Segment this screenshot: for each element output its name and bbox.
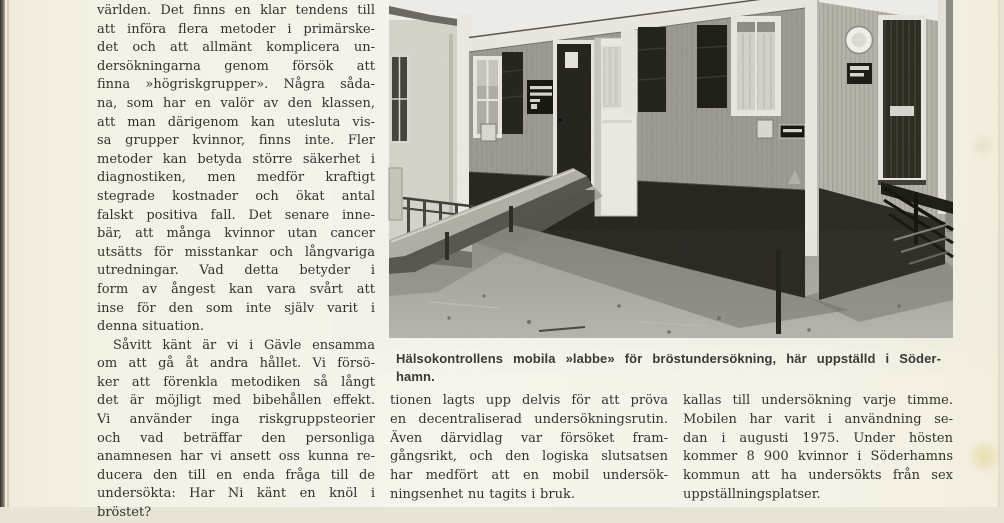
article-photo xyxy=(389,0,953,338)
text-line: och vad beträffar den personliga xyxy=(97,430,375,446)
text-line: bröstet? xyxy=(97,505,152,521)
text-line: utredningar. Vad detta betyder i xyxy=(97,263,375,279)
text-line: na, som har en valör av den klassen, xyxy=(97,95,375,111)
text-line: kommer 8 900 kvinnor i Söderhamns xyxy=(683,449,953,465)
text-line: form av ångest kan vara svårt att xyxy=(97,281,375,297)
text-line: dan i augusti 1975. Under hösten xyxy=(683,430,953,446)
text-line: Även därvidlag var försöket fram- xyxy=(390,430,668,446)
text-line: hamn. xyxy=(396,369,435,385)
text-line: stegrade kostnader och ökat antal xyxy=(97,188,375,204)
text-line: dersökningarna genom försök att xyxy=(97,58,375,74)
article-column-middle xyxy=(390,392,668,505)
page-binding-edge xyxy=(0,0,5,507)
photo-caption xyxy=(396,350,941,387)
text-line: en decentraliserad undersökningsrutin. xyxy=(390,411,668,427)
paper-stain xyxy=(966,438,1004,476)
text-line: det är möjligt med bibehållen effekt. xyxy=(97,393,375,409)
text-line: bär, att många kvinnor utan cancer xyxy=(97,226,375,242)
text-line: det och att allmänt komplicera un- xyxy=(97,40,375,56)
text-line: världen. Det finns en klar tendens till xyxy=(97,3,375,18)
text-line: ker att förenkla metodiken så långt xyxy=(97,374,375,390)
text-line: kallas till undersökning varje timme. xyxy=(683,393,953,408)
text-line: tionen lagts upp delvis för att pröva xyxy=(390,393,668,408)
text-line: om att gå åt andra hållet. Vi försö- xyxy=(97,356,375,372)
text-line: inse för den som inte själv varit i xyxy=(97,300,375,316)
text-line: Såvitt känt är vi i Gävle ensamma xyxy=(113,337,375,353)
text-line: kommun att ha undersökts från sex xyxy=(683,468,953,484)
text-line: sa grupper kvinnor, finns inte. Fler xyxy=(97,133,375,149)
text-line: ducera den till en enda fråga till de xyxy=(97,467,375,483)
text-line: Vi använder inga riskgruppsteorier xyxy=(97,412,375,428)
text-line: falskt positiva fall. Det senare inne- xyxy=(97,207,375,223)
text-line: Mobilen har varit i användning se- xyxy=(683,411,953,427)
article-column-left xyxy=(97,2,375,523)
page-right-edge xyxy=(997,0,1000,507)
text-line: anamnesen har vi ansett oss kunna re- xyxy=(97,449,375,465)
text-line: att införa flera metoder i primärske- xyxy=(97,21,375,37)
text-line: har medfört att en mobil undersök- xyxy=(390,468,668,484)
text-line: diagnostiken, men medför kraftigt xyxy=(97,170,375,186)
text-line: uppställningsplatser. xyxy=(683,486,821,502)
article-column-right xyxy=(683,392,953,505)
text-line: gångsrikt, och den logiska slutsatsen xyxy=(390,449,668,465)
text-line: metoder kan betyda större säkerhet i xyxy=(97,151,375,167)
text-line: undersökta: Har Ni känt en knöl i xyxy=(97,486,375,502)
text-line: Hälsokontrollens mobila »labbe» för bröstundersökning, här uppställd i Söder- xyxy=(396,351,941,366)
paper-stain xyxy=(969,132,997,160)
margin-rule xyxy=(7,0,9,507)
text-line: utsätts för misstankar och långvariga xyxy=(97,244,375,260)
text-line: att man därigenom kan utesluta vis- xyxy=(97,114,375,130)
text-line: denna situation. xyxy=(97,319,205,335)
text-line: ningsenhet nu tagits i bruk. xyxy=(390,486,575,502)
text-line: finna »högriskgrupper». Några såda- xyxy=(97,77,375,93)
